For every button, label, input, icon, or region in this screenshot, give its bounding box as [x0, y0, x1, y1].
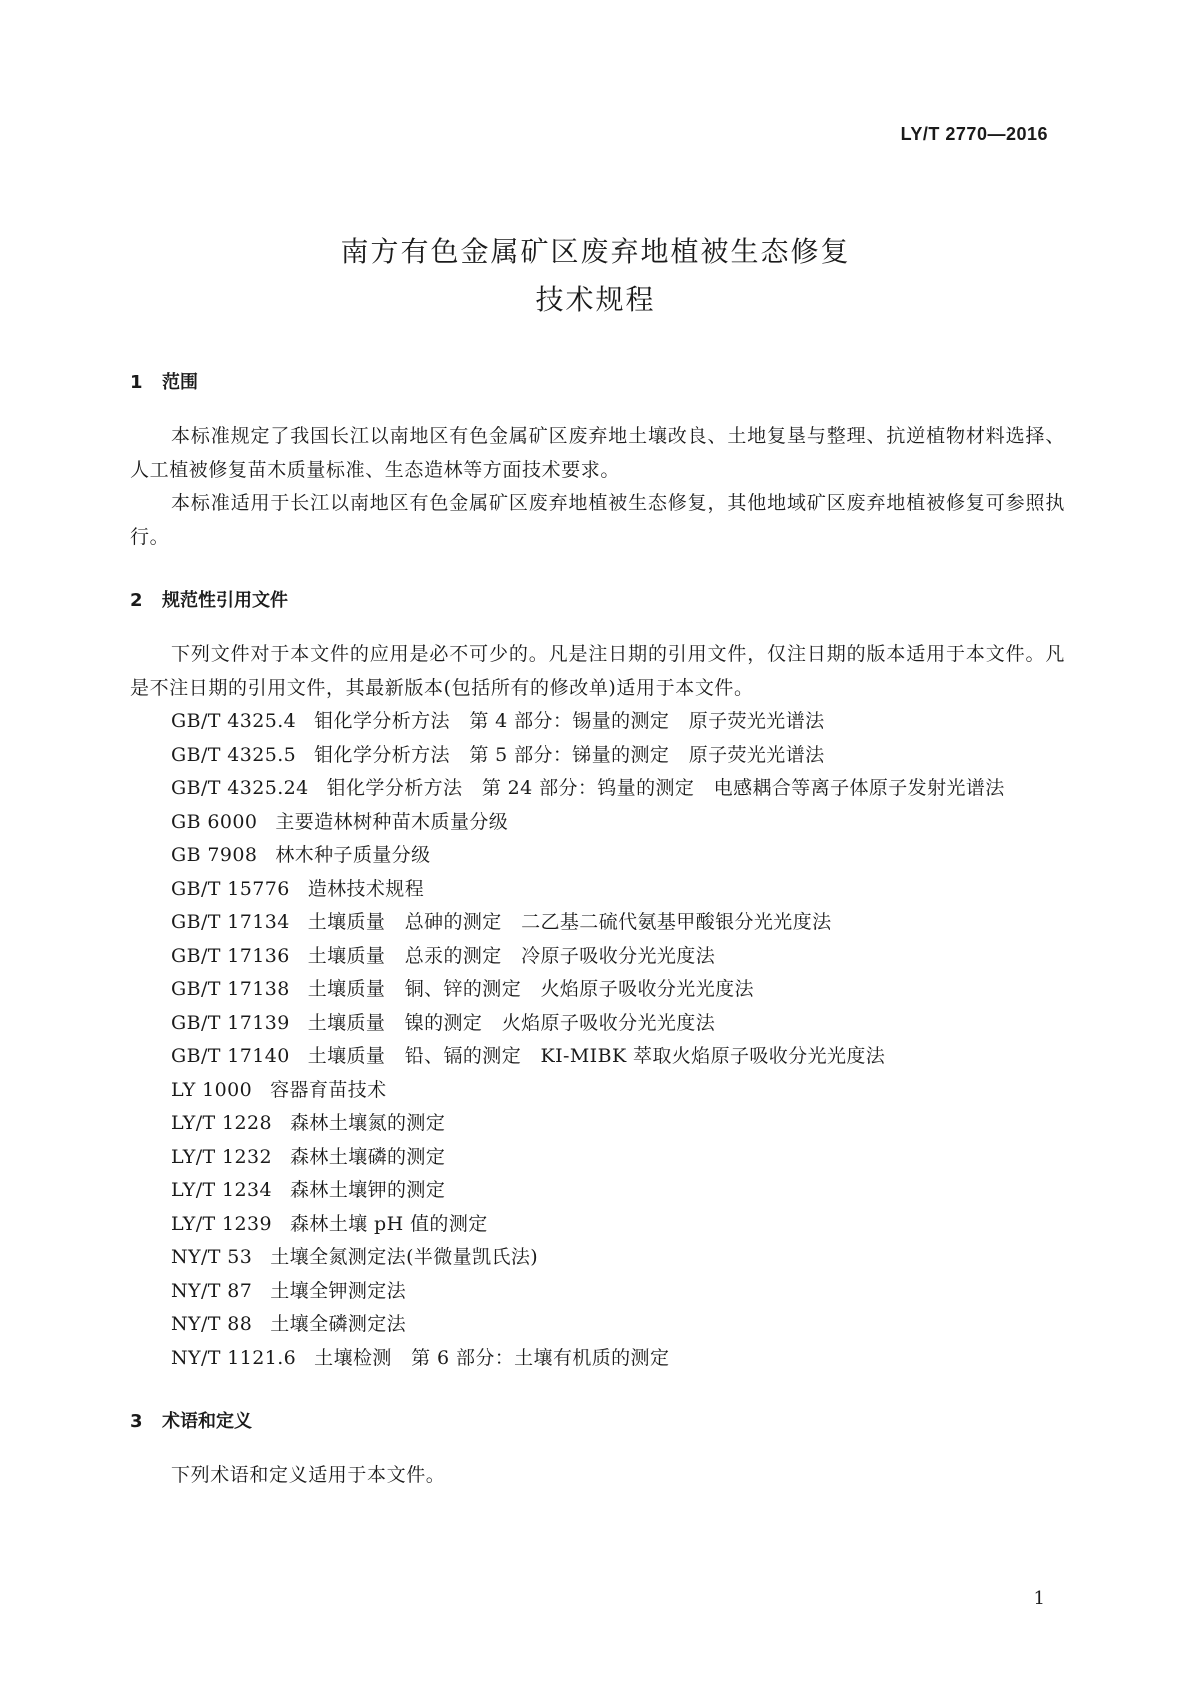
reference-item: [130, 1241, 1065, 1275]
reference-title: 土壤质量 总砷的测定 二乙基二硫代氨基甲酸银分光光度法: [307, 911, 832, 933]
reference-item: [130, 1107, 1065, 1141]
reference-item: [130, 973, 1065, 1007]
reference-code: NY/T 1121.6: [171, 1346, 297, 1369]
reference-item: [130, 1074, 1065, 1108]
reference-item: [130, 873, 1065, 907]
section-number: 1: [130, 372, 143, 393]
reference-item: [130, 1040, 1065, 1074]
reference-code: GB/T 17136: [171, 944, 290, 967]
reference-code: NY/T 53: [171, 1246, 253, 1268]
reference-code: GB/T 4325.24: [171, 777, 309, 799]
reference-title: 森林土壤钾的测定: [290, 1179, 446, 1201]
reference-item: [130, 705, 1065, 739]
reference-item: [130, 1275, 1065, 1309]
reference-code: GB/T 17140: [171, 1045, 290, 1067]
reference-item: [130, 940, 1065, 974]
reference-title: 土壤质量 总汞的测定 冷原子吸收分光光度法: [307, 944, 716, 967]
reference-title: 土壤质量 镍的测定 火焰原子吸收分光光度法: [307, 1011, 716, 1034]
reference-code: GB 6000: [171, 810, 258, 833]
reference-title: 森林土壤磷的测定: [290, 1145, 446, 1168]
reference-title: 造林技术规程: [307, 877, 425, 900]
standard-code: LY/T 2770—2016: [900, 124, 1048, 144]
section-2-heading: [130, 588, 1065, 614]
reference-title: 钼化学分析方法 第 5 部分：锑量的测定 原子荧光光谱法: [314, 743, 825, 766]
page-number: 1: [1033, 1588, 1045, 1609]
reference-title: 钼化学分析方法 第 4 部分：锡量的测定 原子荧光光谱法: [314, 710, 825, 732]
reference-list: [130, 705, 1065, 1375]
title-line-2: 技术规程: [535, 283, 656, 316]
reference-title: 土壤检测 第 6 部分：土壤有机质的测定: [314, 1346, 670, 1369]
document-body: [130, 370, 1065, 1493]
reference-item: [130, 1308, 1065, 1342]
reference-title: 森林土壤氮的测定: [290, 1112, 446, 1134]
reference-title: 土壤全氮测定法(半微量凯氏法): [270, 1246, 539, 1268]
reference-title: 土壤全磷测定法: [270, 1313, 407, 1335]
reference-item: [130, 839, 1065, 873]
title-line-1: 南方有色金属矿区废弃地植被生态修复: [340, 235, 851, 268]
reference-item: [130, 906, 1065, 940]
reference-item: [130, 1208, 1065, 1242]
section-1-paragraph-1: 本标准规定了我国长江以南地区有色金属矿区废弃地土壤改良、土地复垦与整理、抗逆植物材料选择、人工植被修复苗木质量标准、生态造林等方面技术要求。: [130, 425, 1065, 481]
reference-item: [130, 806, 1065, 840]
section-title: 范围: [162, 372, 198, 393]
reference-code: GB 7908: [171, 844, 258, 866]
reference-title: 林木种子质量分级: [275, 844, 431, 866]
section-3-intro: 下列术语和定义适用于本文件。: [171, 1464, 446, 1486]
reference-item: [130, 772, 1065, 806]
reference-code: GB/T 4325.5: [171, 743, 297, 766]
reference-title: 容器育苗技术: [270, 1078, 387, 1101]
reference-title: 土壤质量 铜、锌的测定 火焰原子吸收分光光度法: [307, 978, 754, 1000]
reference-code: LY/T 1228: [171, 1112, 273, 1134]
section-2-intro: 下列文件对于本文件的应用是必不可少的。凡是注日期的引用文件，仅注日期的版本适用于本文件。凡是不注日期的引用文件，其最新版本(包括所有的修改单)适用于本文件。: [130, 643, 1065, 699]
reference-title: 森林土壤 pH 值的测定: [290, 1212, 488, 1235]
reference-title: 土壤质量 铅、镉的测定 KI-MIBK 萃取火焰原子吸收分光光度法: [307, 1045, 886, 1067]
reference-code: GB/T 17134: [171, 911, 290, 933]
reference-code: GB/T 17138: [171, 978, 290, 1000]
reference-code: LY/T 1232: [171, 1145, 273, 1168]
section-number: 2: [130, 590, 143, 611]
reference-title: 主要造林树种苗木质量分级: [275, 810, 509, 833]
reference-code: LY/T 1239: [171, 1212, 273, 1235]
reference-item: [130, 1342, 1065, 1376]
reference-item: [130, 1007, 1065, 1041]
reference-code: NY/T 88: [171, 1313, 253, 1335]
reference-code: GB/T 17139: [171, 1011, 290, 1034]
section-number: 3: [130, 1411, 143, 1432]
reference-code: NY/T 87: [171, 1279, 253, 1302]
section-3-heading: [130, 1409, 1065, 1435]
reference-title: 土壤全钾测定法: [270, 1279, 407, 1302]
reference-item: [130, 739, 1065, 773]
reference-code: GB/T 15776: [171, 877, 290, 900]
section-1-paragraph-2: 本标准适用于长江以南地区有色金属矿区废弃地植被生态修复，其他地域矿区废弃地植被修复可参照执行。: [130, 492, 1065, 548]
section-1-heading: [130, 370, 1065, 396]
document-title: [0, 228, 1191, 324]
section-title: 规范性引用文件: [162, 590, 288, 611]
reference-code: GB/T 4325.4: [171, 710, 297, 732]
reference-title: 钼化学分析方法 第 24 部分：钨量的测定 电感耦合等离子体原子发射光谱法: [326, 777, 1005, 799]
reference-item: [130, 1141, 1065, 1175]
reference-item: [130, 1174, 1065, 1208]
section-title: 术语和定义: [162, 1411, 252, 1432]
reference-code: LY/T 1234: [171, 1179, 273, 1201]
reference-code: LY 1000: [171, 1078, 253, 1101]
